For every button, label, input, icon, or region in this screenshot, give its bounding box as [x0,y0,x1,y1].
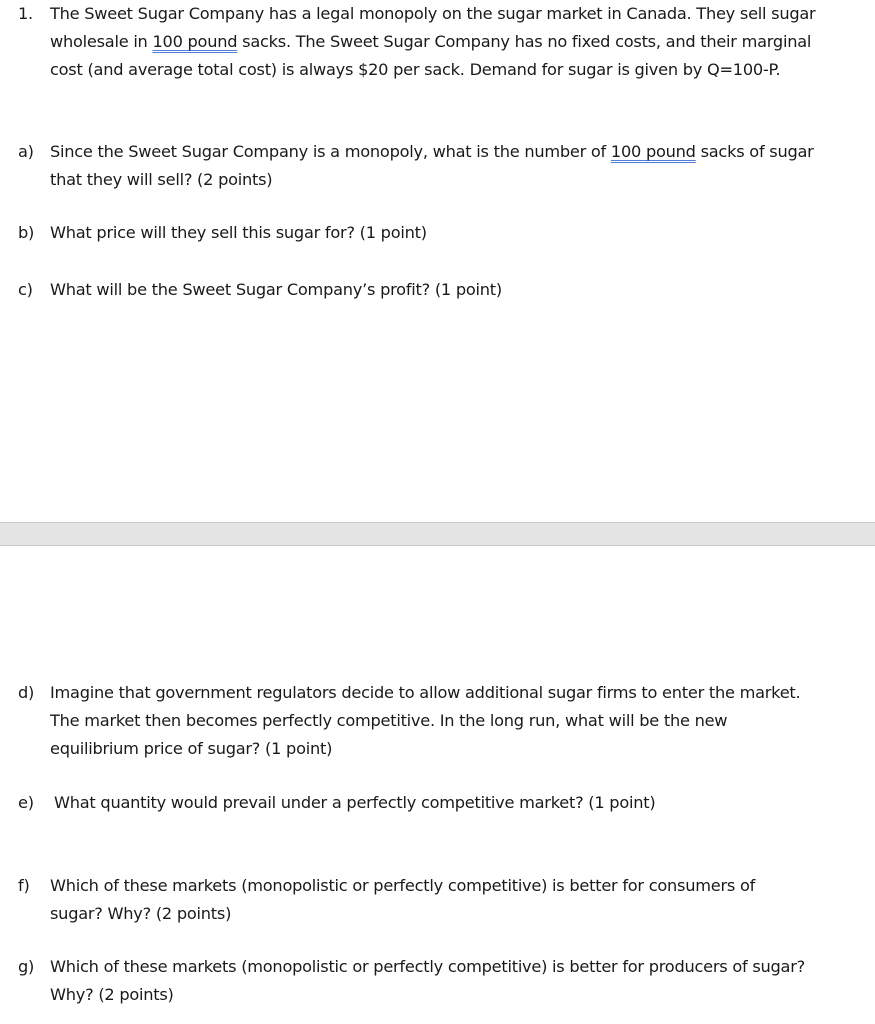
question-1-line-1: The Sweet Sugar Company has a legal monopoly on the sugar market in Canada. They sell sugar [50,4,816,23]
question-1-line-2-post: sacks. The Sweet Sugar Company has no fixed costs, and their marginal [237,32,812,51]
part-g-label: g) [18,957,35,976]
part-d-label: d) [18,683,35,702]
part-e-line-1: What quantity would prevail under a perfectly competitive market? (1 point) [54,793,656,812]
part-a-line-2: that they will sell? (2 points) [50,170,273,189]
part-g-line-1: Which of these markets (monopolistic or perfectly competitive) is better for producers of sugar? [50,957,805,976]
part-d-line-2: The market then becomes perfectly competitive. In the long run, what will be the new [50,711,728,730]
spellcheck-100-pound[interactable]: 100 pound [610,142,696,161]
spellcheck-100-pound[interactable]: 100 pound [152,32,238,51]
part-d-line-3: equilibrium price of sugar? (1 point) [50,739,333,758]
part-a-line-1-post: sacks of sugar [695,142,814,161]
part-a-line-1 [50,138,814,166]
part-b-line-1: What price will they sell this sugar for? (1 point) [50,223,427,242]
part-d-line-1: Imagine that government regulators decide to allow additional sugar firms to enter the market. [50,683,801,702]
question-number: 1. [18,4,33,23]
part-b-label: b) [18,223,35,242]
page-break [0,522,875,546]
part-a-line-1-pre: Since the Sweet Sugar Company is a monopoly, what is the number of [50,142,611,161]
part-f-line-1: Which of these markets (monopolistic or perfectly competitive) is better for consumers of [50,876,756,895]
part-c-label: c) [18,280,33,299]
question-1-line-3: cost (and average total cost) is always $20 per sack. Demand for sugar is given by Q=100-P. [50,60,781,79]
part-g-line-2: Why? (2 points) [50,985,174,1004]
question-1-line-2 [50,28,811,56]
part-a-label: a) [18,142,34,161]
part-f-label: f) [18,876,30,895]
part-f-line-2: sugar? Why? (2 points) [50,904,232,923]
part-e-label: e) [18,793,34,812]
question-1-line-2-pre: wholesale in [50,32,153,51]
part-c-line-1: What will be the Sweet Sugar Company’s profit? (1 point) [50,280,502,299]
